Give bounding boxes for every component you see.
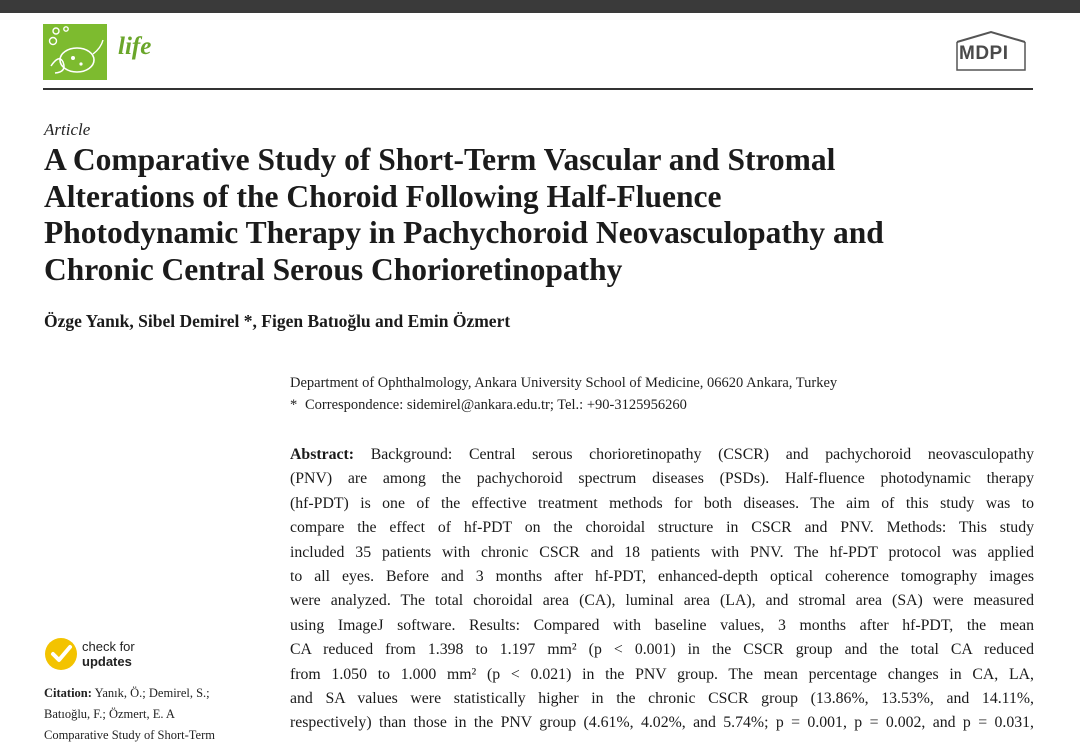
abstract-line: respectively) than those in the PNV group (4.61%, 4.02%, and 5.74%; p = 0.001, p = 0.002, and p = 0.031, (290, 714, 1034, 732)
check-for-updates-label[interactable]: check for (82, 639, 135, 654)
abstract-line: to all eyes. Before and 3 months after hf-PDT, enhanced-depth optical coherence tomography images (290, 568, 1034, 586)
abstract-line: and SA values were statistically higher in the chronic CSCR group (13.86%, 13.53%, and 14.11%, (290, 690, 1034, 708)
check-for-updates-label-bold[interactable]: updates (82, 654, 132, 669)
abstract (290, 443, 1034, 736)
abstract-label: Abstract: (290, 446, 355, 463)
correspondence-text: Correspondence: sidemirel@ankara.edu.tr; Tel.: +90-3125956260 (305, 397, 687, 413)
abstract-line: compare the effect of hf-PDT on the choroidal structure in CSCR and PNV. Methods: This study (290, 519, 1034, 537)
abstract-line: from 1.050 to 1.000 mm² (p < 0.021) in the PNV group. The mean percentage changes in CA, LA, (290, 665, 1034, 683)
header-divider (43, 88, 1033, 90)
abstract-line: using ImageJ software. Results: Compared with baseline values, 3 months after hf-PDT, the mean (290, 616, 1034, 634)
citation-line: Comparative Study of Short-Term (44, 728, 215, 742)
citation-block (44, 683, 264, 746)
citation-line: Citation: Yanık, Ö.; Demirel, S.; (44, 686, 210, 700)
abstract-line: included 35 patients with chronic CSCR and 18 patients with PNV. The hf-PDT protocol was applied (290, 543, 1034, 561)
author-list: Özge Yanık, Sibel Demirel *, Figen Batıoğlu and Emin Özmert (44, 311, 511, 331)
abstract-line: (PNV) are among the pachychoroid spectrum diseases (PSDs). Half-fluence photodynamic therapy (290, 470, 1034, 488)
abstract-line: Abstract: Background: Central serous chorioretinopathy (CSCR) and pachychoroid neovasculopathy (290, 446, 1034, 463)
title-line: Chronic Central Serous Chorioretinopathy (44, 251, 623, 287)
title-line: Photodynamic Therapy in Pachychoroid Neovasculopathy and (44, 215, 884, 250)
journal-logo-icon (43, 24, 107, 80)
article-type-label: Article (44, 120, 91, 139)
correspondence (290, 397, 687, 414)
abstract-line: were analyzed. The total choroidal area (CA), luminal area (LA), and stromal area (SA) were measured (290, 592, 1034, 610)
check-for-updates-icon[interactable] (44, 637, 78, 671)
abstract-line: (hf-PDT) is one of the effective treatment methods for both diseases. The aim of this study was to (290, 494, 1034, 512)
title-line: A Comparative Study of Short-Term Vascular and Stromal (44, 142, 836, 177)
window-top-bar (0, 0, 1080, 13)
article-title (44, 142, 1034, 288)
correspondence-marker: * (290, 397, 298, 413)
affiliation: Department of Ophthalmology, Ankara University School of Medicine, 06620 Ankara, Turkey (290, 375, 838, 391)
citation-line: Batıoğlu, F.; Özmert, E. A (44, 707, 175, 721)
publisher-name: MDPI (959, 43, 1009, 64)
journal-name: life (118, 33, 152, 60)
title-line: Alterations of the Choroid Following Half-Fluence (44, 178, 722, 214)
citation-label: Citation: (44, 686, 92, 700)
abstract-line: CA reduced from 1.398 to 1.197 mm² (p < 0.001) in the CSCR group and the total CA reduced (290, 641, 1034, 659)
